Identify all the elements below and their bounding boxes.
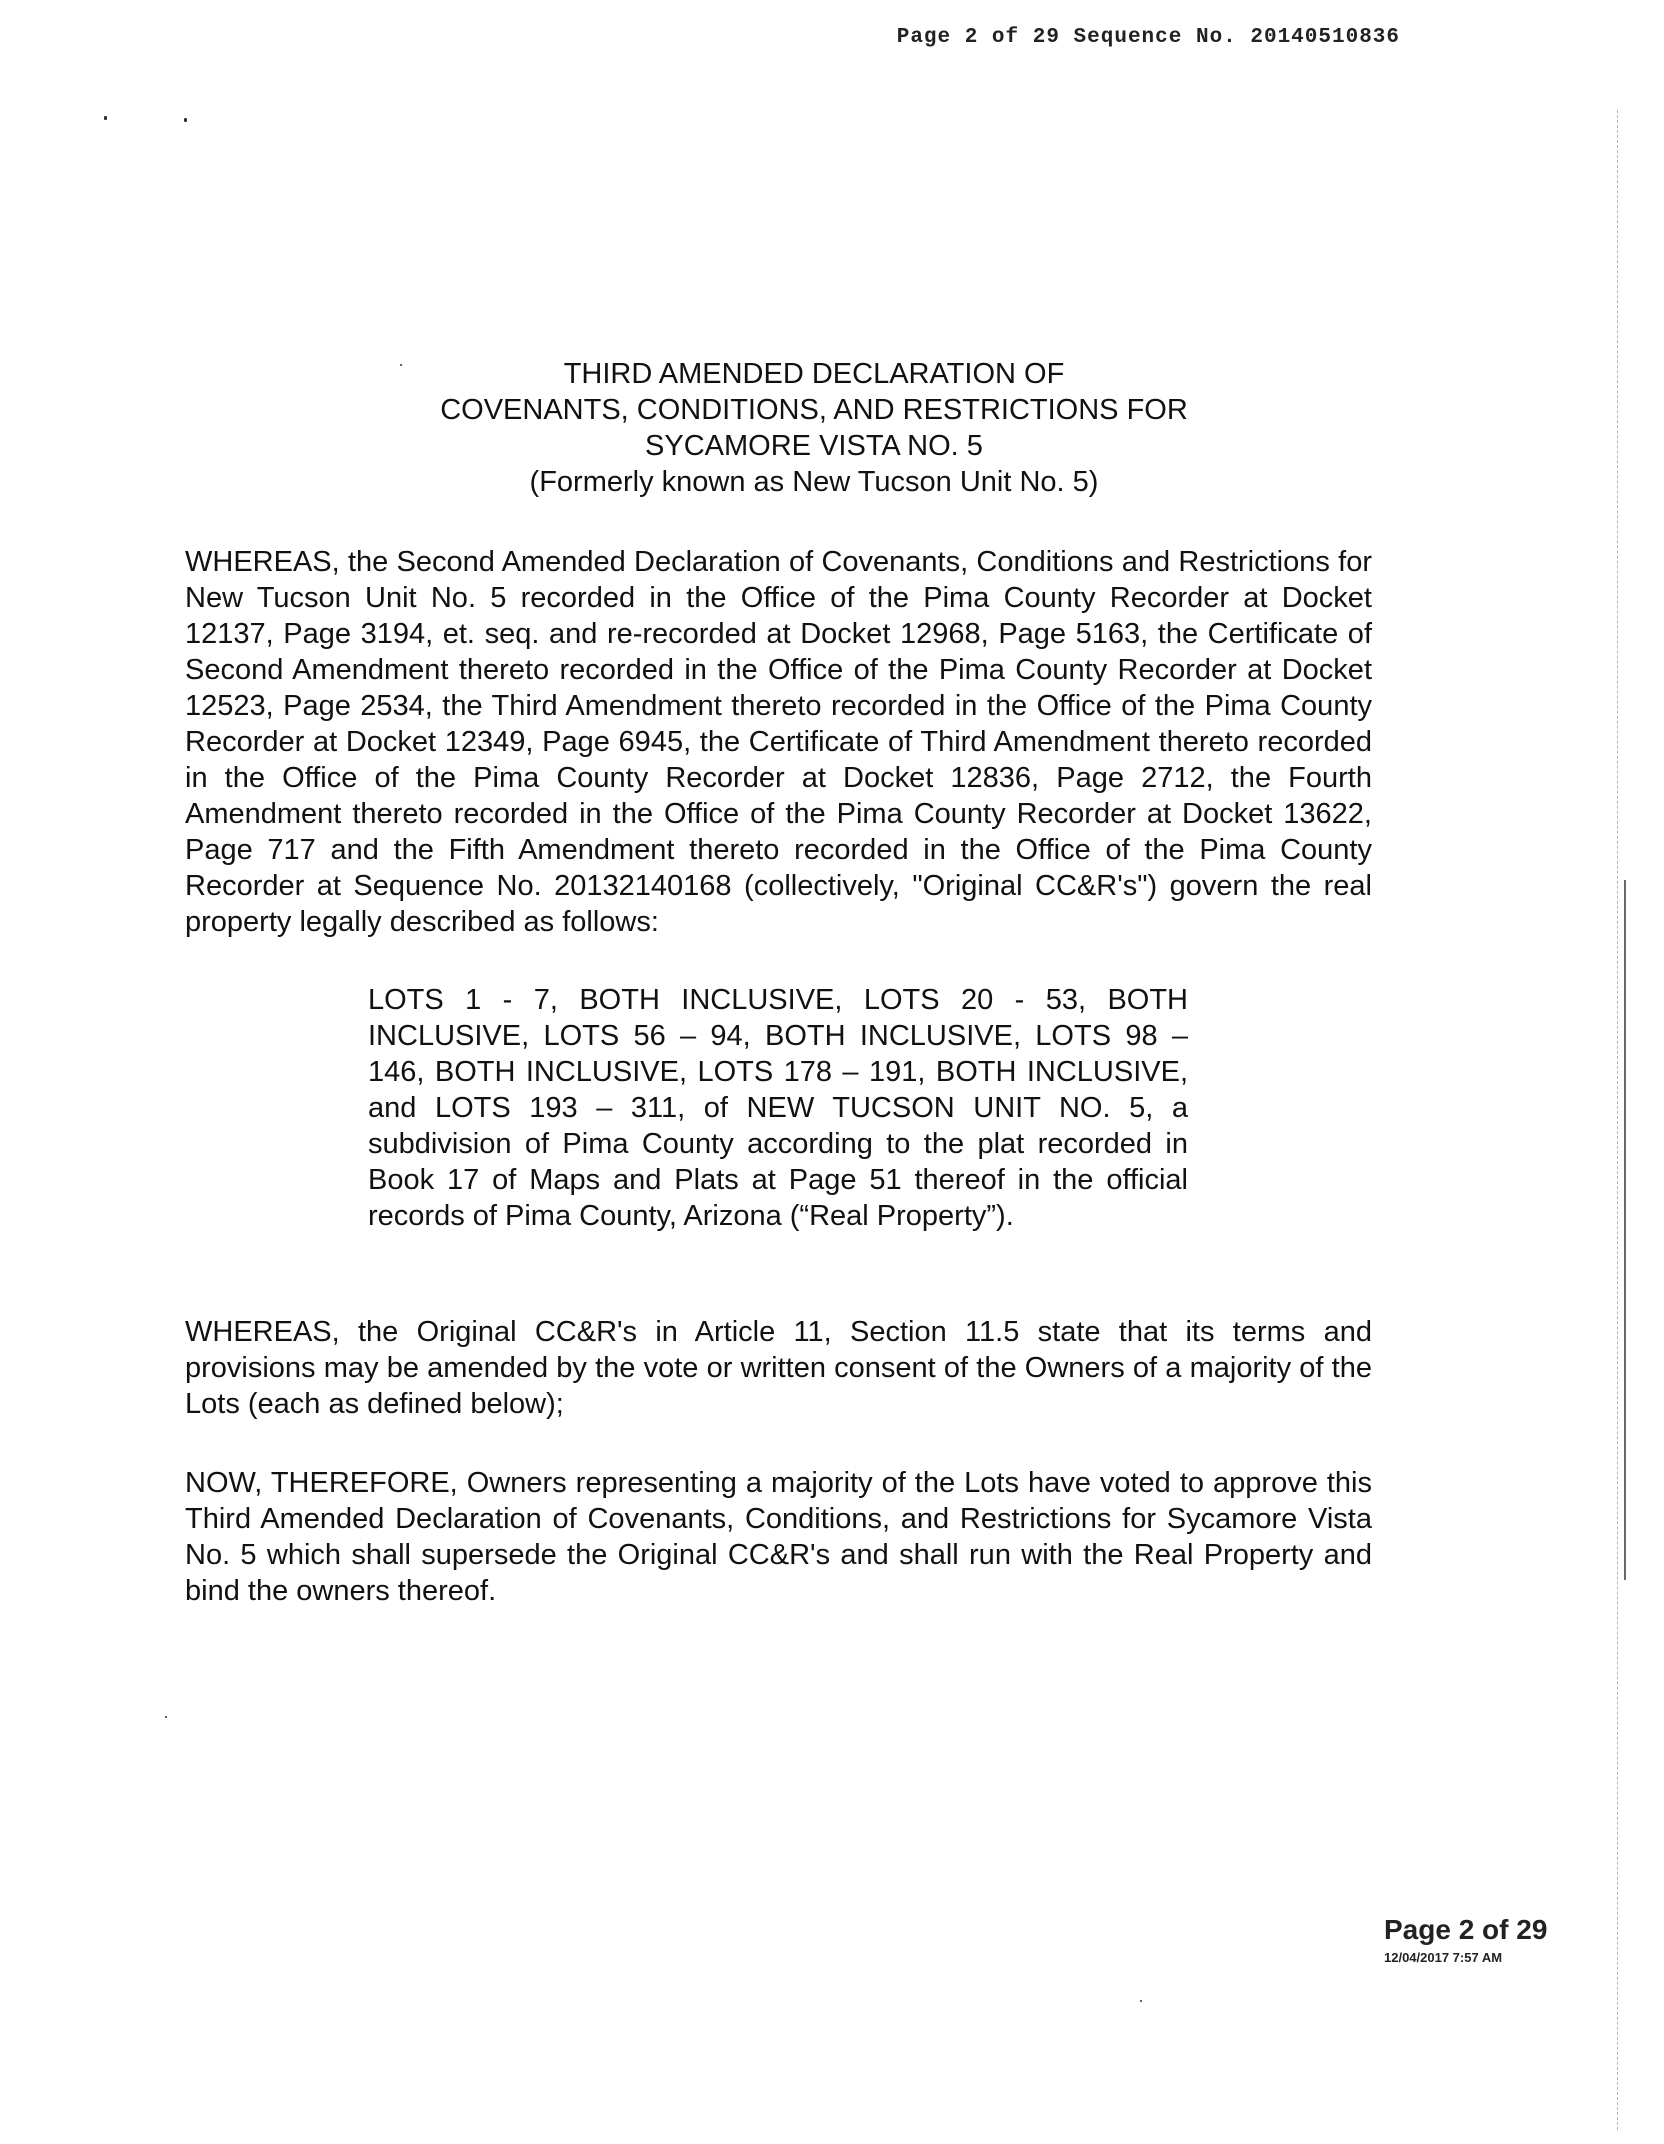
scan-speck — [165, 1716, 167, 1718]
footer-timestamp: 12/04/2017 7:57 AM — [1384, 1950, 1503, 1965]
footer-page-number: Page 2 of 29 — [1384, 1914, 1548, 1945]
now-therefore-paragraph: NOW, THEREFORE, Owners representing a majority of the Lots have voted to approve this Third Amended Declaration of Covenants, Conditions, and Restrictions for Sycamore Vista No. 5 which shall supersede the Original CC&R's and shall run with the Real Property and bind the owners thereof. — [185, 1467, 1372, 1607]
scan-speck — [184, 118, 187, 122]
scan-speck — [1140, 2000, 1142, 2002]
scan-edge-line — [1617, 110, 1618, 2130]
amendment-authority-paragraph: WHEREAS, the Original CC&R's in Article 11, Section 11.5 state that its terms and provisions may be amended by the vote or written consent of the Owners of a majority of the Lots (each as defined below); — [185, 1316, 1372, 1420]
scan-speck — [104, 116, 107, 120]
title-line: THIRD AMENDED DECLARATION OF — [563, 358, 1065, 390]
recitals-paragraph: WHEREAS, the Second Amended Declaration of Covenants, Conditions and Restrictions for New Tucson Unit No. 5 recorded in the Office of the Pima County Recorder at Docket 12137, Page 3194, et. seq. and re-recorded at Docket 12968, Page 5163, the Certificate of Second Amendment thereto recorded in the Office of the Pima County Recorder at Docket 12523, Page 2534, the Third Amendment thereto recorded in the Office of the Pima County Recorder at Docket 12349, Page 6945, the Certificate of Third Amendment thereto recorded in the Office of the Pima County Recorder at Docket 12836, Page 2712, the Fourth Amendment thereto recorded in the Office of the Pima County Recorder at Docket 13622, Page 717 and the Fifth Amendment thereto recorded in the Office of the Pima County Recorder at Sequence No. 20132140168 (collectively, "Original CC&R's") govern the real property legally described as follows: — [185, 546, 1372, 938]
scan-edge-line — [1624, 880, 1626, 1580]
title-line: COVENANTS, CONDITIONS, AND RESTRICTIONS FOR — [440, 394, 1188, 426]
document-title — [0, 356, 1664, 500]
title-subtitle: (Formerly known as New Tucson Unit No. 5) — [529, 466, 1099, 498]
legal-description-block: LOTS 1 - 7, BOTH INCLUSIVE, LOTS 20 - 53, BOTH INCLUSIVE, LOTS 56 – 94, BOTH INCLUSIVE, LOTS 98 – 146, BOTH INCLUSIVE, LOTS 178 – 191, BOTH INCLUSIVE, and LOTS 193 – 311, of NEW TUCSON UNIT NO. 5, a subdivision of Pima County according to the plat recorded in Book 17 of Maps and Plats at Page 51 thereof in the official records of Pima County, Arizona (“Real Property”). — [368, 984, 1188, 1232]
title-line: SYCAMORE VISTA NO. 5 — [645, 430, 983, 462]
page-sequence-header: Page 2 of 29 Sequence No. 20140510836 — [896, 26, 1400, 49]
